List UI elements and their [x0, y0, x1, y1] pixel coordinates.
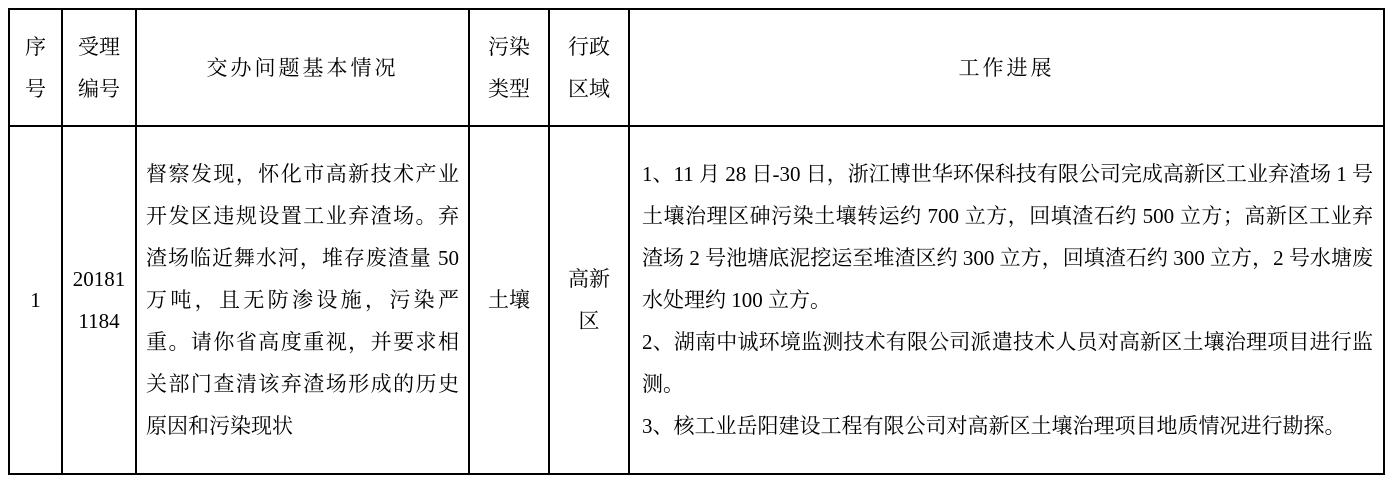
header-pollution-type: 污染类型: [469, 9, 549, 126]
progress-paragraph: 3、核工业岳阳建设工程有限公司对高新区土壤治理项目地质情况进行勘探。: [642, 414, 1346, 438]
cell-problem-description: 督察发现，怀化市高新技术产业开发区违规设置工业弃渣场。弃渣场临近舞水河，堆存废渣量 50 万吨，且无防渗设施，污染严重。请你省高度重视，并要求相关部门查清该弃渣场形成的历史原因和污染现状: [136, 126, 469, 474]
header-problem-description: 交办问题基本情况: [136, 9, 469, 126]
cell-serial-number: 1: [9, 126, 62, 474]
header-serial-number: 序号: [9, 9, 62, 126]
cell-work-progress: [629, 126, 1384, 474]
cell-admin-region: 高新区: [549, 126, 629, 474]
cell-pollution-type: 土壤: [469, 126, 549, 474]
inspection-progress-table: [8, 8, 1385, 475]
header-work-progress: 工作进展: [629, 9, 1384, 126]
table-row: [9, 126, 1384, 474]
progress-paragraph: 1、11 月 28 日-30 日，浙江博世华环保科技有限公司完成高新区工业弃渣场 1 号土壤治理区砷污染土壤转运约 700 立方，回填渣石约 500 立方；高新区工业弃渣场 2 号池塘底泥挖运至堆渣区约 300 立方，回填渣石约 300 立方，2 号水塘废水处理约 100 立方。: [642, 162, 1373, 312]
progress-paragraph: 2、湖南中诚环境监测技术有限公司派遣技术人员对高新区土壤治理项目进行监测。: [642, 330, 1373, 396]
header-admin-region: 行政区域: [549, 9, 629, 126]
header-case-number: 受理编号: [62, 9, 136, 126]
cell-case-number: 201811184: [62, 126, 136, 474]
table-header-row: [9, 9, 1384, 126]
